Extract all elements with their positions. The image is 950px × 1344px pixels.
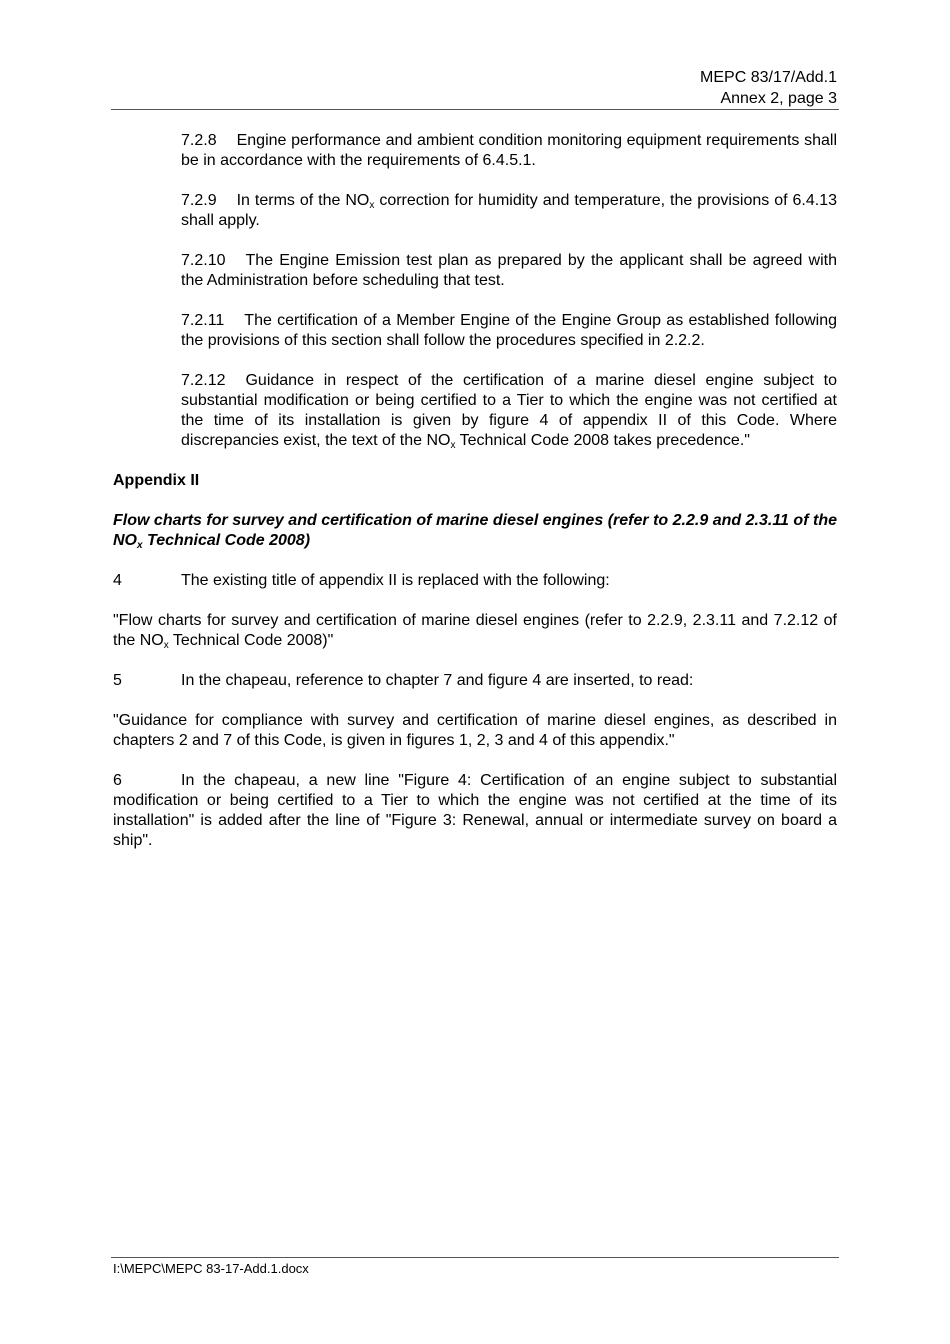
item-5-quote: "Guidance for compliance with survey and certification of marine diesel engines, as described in chapters 2 and 7 of this Code, is given in figures 1, 2, 3 and 4 of this appendix." bbox=[113, 712, 837, 749]
item-text: In the chapeau, a new line "Figure 4: Certification of an engine subject to substantial modification or being certified to a Tier to which the engine was not certified at the time of its installation" is added after the line of "Figure 3: Renewal, annual or intermediate survey on board a ship". bbox=[113, 772, 837, 849]
paragraph-number: 7.2.9 bbox=[181, 192, 217, 209]
section-7-2-paragraphs bbox=[181, 131, 837, 451]
paragraph-7-2-11 bbox=[181, 311, 837, 351]
item-5 bbox=[113, 671, 837, 691]
item-text: The existing title of appendix II is replaced with the following: bbox=[181, 572, 610, 589]
paragraph-number: 7.2.11 bbox=[181, 312, 225, 329]
paragraph-text-continued: Technical Code 2008 takes precedence." bbox=[455, 432, 750, 449]
subscript: x bbox=[369, 200, 375, 211]
paragraph-text: Engine performance and ambient condition monitoring equipment requirements shall be in accordance with the requirements of 6.4.5.1. bbox=[181, 132, 837, 169]
page-reference: Annex 2, page 3 bbox=[720, 90, 837, 107]
document-reference: MEPC 83/17/Add.1 bbox=[700, 69, 837, 86]
paragraph-number: 7.2.8 bbox=[181, 132, 217, 149]
appendix-title bbox=[113, 511, 837, 551]
item-6 bbox=[113, 771, 837, 851]
appendix-heading: Appendix II bbox=[113, 472, 200, 489]
paragraph-number: 7.2.10 bbox=[181, 252, 226, 269]
paragraph-7-2-12 bbox=[181, 371, 837, 451]
appendix-title-text: Flow charts for survey and certification of marine diesel engines (refer to 2.2.9 and 2.3.11 of the NO bbox=[113, 512, 837, 549]
page-header bbox=[700, 67, 837, 109]
item-number: 6 bbox=[113, 772, 122, 789]
paragraph-text: In terms of the NO bbox=[236, 192, 370, 209]
quote-text: "Flow charts for survey and certification of marine diesel engines (refer to 2.2.9, 2.3.11 and 7.2.12 of the NO bbox=[113, 612, 837, 649]
subscript: x bbox=[450, 440, 456, 451]
subscript: x bbox=[137, 540, 143, 551]
paragraph-text: Guidance in respect of the certification of a marine diesel engine subject to substantial modification or being certified to a Tier to which the engine was not certified at the time of its installation is given by figure 4 of appendix II of this Code. Where discrepancies exist, the text of the NO bbox=[181, 372, 837, 449]
appendix-title-text-continued: Technical Code 2008) bbox=[142, 532, 311, 549]
header-divider bbox=[111, 109, 839, 110]
subscript: x bbox=[163, 640, 169, 651]
document-body bbox=[113, 131, 837, 851]
footer-divider bbox=[111, 1257, 839, 1258]
item-number: 4 bbox=[113, 572, 122, 589]
paragraph-7-2-10 bbox=[181, 251, 837, 291]
item-number: 5 bbox=[113, 672, 122, 689]
paragraph-number: 7.2.12 bbox=[181, 372, 226, 389]
paragraph-text-continued: correction for humidity and temperature, the provisions of 6.4.13 shall apply. bbox=[181, 192, 837, 229]
paragraph-text: The Engine Emission test plan as prepared by the applicant shall be agreed with the Administration before scheduling that test. bbox=[181, 252, 837, 289]
quote-text-continued: Technical Code 2008)" bbox=[168, 632, 334, 649]
paragraph-7-2-8 bbox=[181, 131, 837, 171]
item-text: In the chapeau, reference to chapter 7 and figure 4 are inserted, to read: bbox=[181, 672, 694, 689]
paragraph-text: The certification of a Member Engine of the Engine Group as established following the provisions of this section shall follow the procedures specified in 2.2.2. bbox=[181, 312, 837, 349]
paragraph-7-2-9 bbox=[181, 191, 837, 231]
item-4 bbox=[113, 571, 837, 591]
item-4-quote bbox=[113, 611, 837, 651]
file-path-footer: I:\MEPC\MEPC 83-17-Add.1.docx bbox=[113, 1261, 309, 1276]
